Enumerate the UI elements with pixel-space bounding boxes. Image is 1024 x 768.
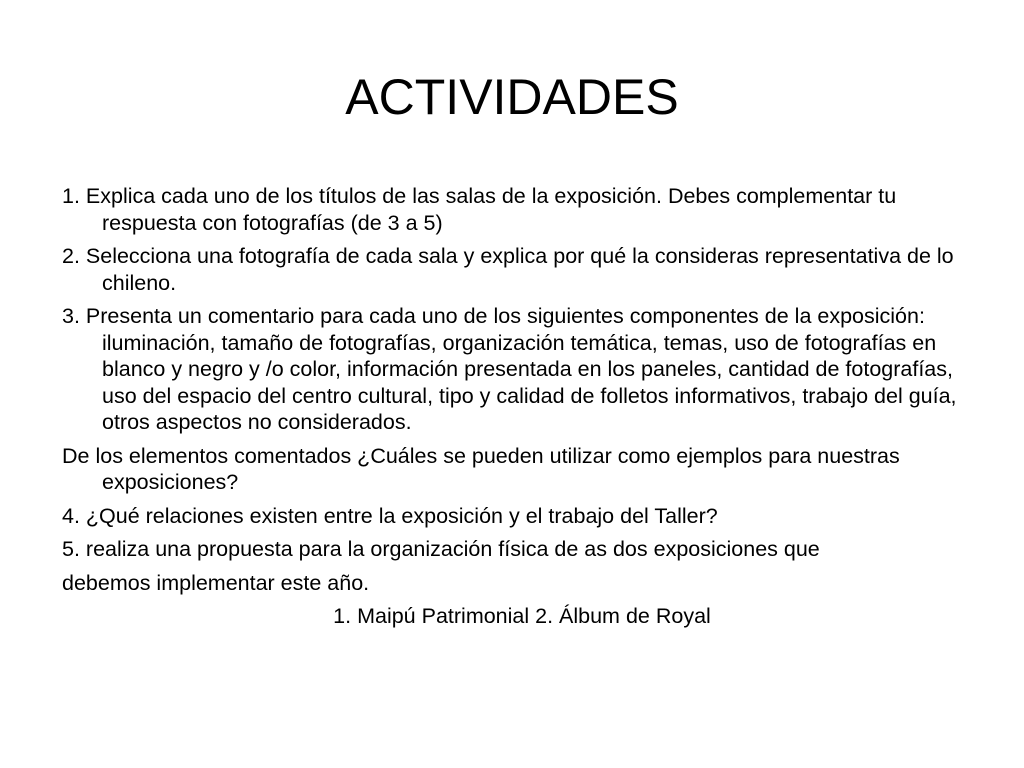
activity-item-5: 5. realiza una propuesta para la organización física de as dos exposiciones que — [62, 537, 820, 561]
activity-item-5-continuation: debemos implementar este año. — [62, 570, 370, 595]
activity-item-2: 2. Selecciona una fotografía de cada sala y explica por qué la consideras representativa de lo chileno. — [62, 244, 954, 295]
slide-title: ACTIVIDADES — [345, 69, 679, 125]
activity-item-4: 4. ¿Qué relaciones existen entre la exposición y el trabajo del Taller? — [62, 503, 718, 528]
activity-item-3: 3. Presenta un comentario para cada uno de los siguientes componentes de la exposición: iluminación, tamaño de fotografías, organización temática, temas, uso de fotografías en blanco y negro y /o color, información presentada en los paneles, cantidad de fotografías, uso del espacio del centro cultural, tipo y calidad de folletos informativos, trabajo del guía, otros aspectos no considerados. — [62, 304, 957, 434]
activities-list — [62, 183, 982, 637]
activity-item-followup: De los elementos comentados ¿Cuáles se pueden utilizar como ejemplos para nuestras exposiciones? — [62, 443, 900, 494]
exhibitions-line: 1. Maipú Patrimonial 2. Álbum de Royal — [333, 604, 711, 628]
activity-item-1: 1. Explica cada uno de los títulos de las salas de la exposición. Debes complementar tu respuesta con fotografías (de 3 a 5) — [62, 184, 897, 235]
